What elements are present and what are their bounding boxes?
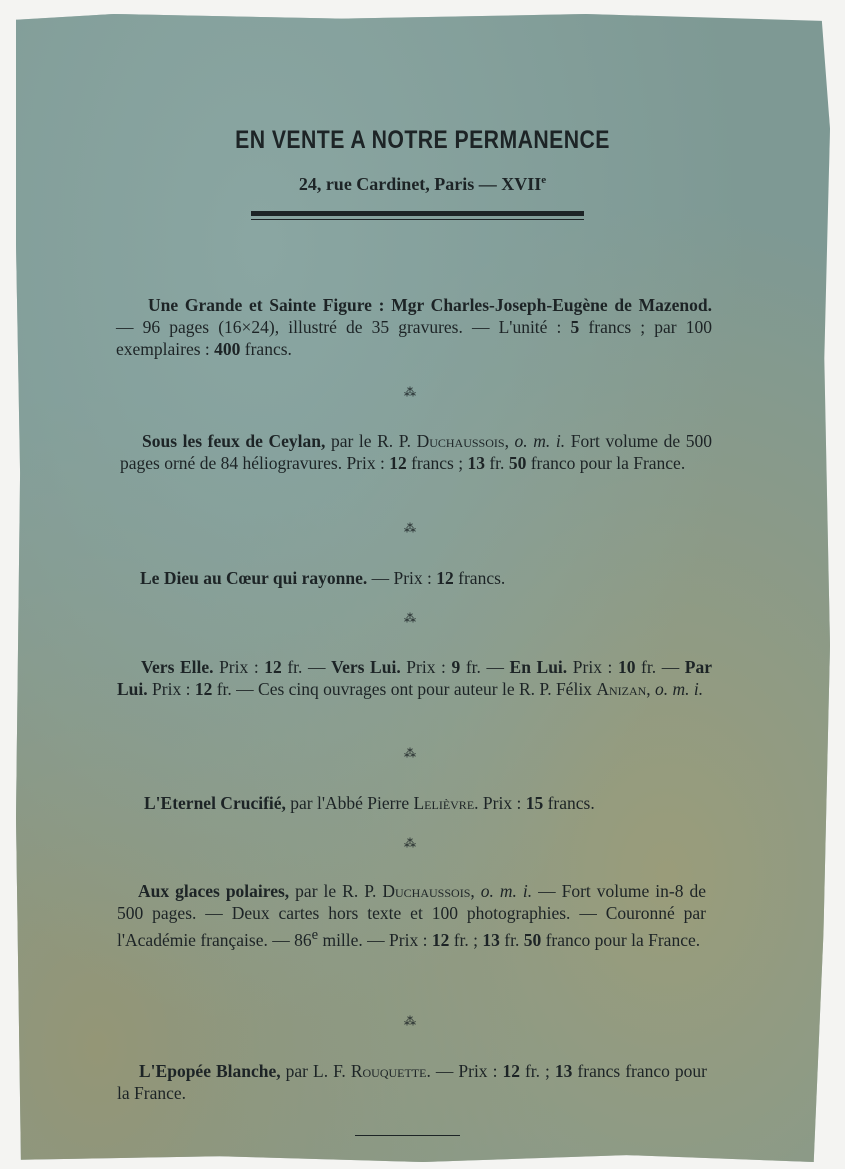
entry-text: francs. [453,568,506,588]
price-value: 12 [264,657,282,677]
asterism-separator: ⁂ [404,746,416,760]
book-title: L'Eternel Crucifié, [144,793,286,813]
price-value: 12 [194,679,213,699]
book-entry-ceylan: Sous les feux de Ceylan, par le R. P. Duchaussois, o. m. i. Fort volume de 500 pages orné de 84 héliogravures. Prix : 12 francs ; 13 fr. 50 franco pour la France. [120,431,712,473]
book-title: Une Grande et Sainte Figure : Mgr Charles-Joseph-Eugène de Mazenod. [148,295,712,315]
price-value: 5 [570,317,580,337]
address-line [0,174,845,195]
asterism-separator: ⁂ [404,385,416,399]
book-entry-vers-elle [117,656,712,700]
book-title: Le Dieu au Cœur qui rayonne. [140,568,368,588]
entry-text: , [470,881,481,901]
price-value: 15 [525,793,544,813]
entry-text: — Prix : [367,568,437,588]
entry-text: fr. ; [519,1061,555,1081]
book-title: L'Epopée Blanche, [139,1061,281,1081]
entry-text: fr. [499,929,524,950]
entry-text: fr. — [281,657,332,677]
book-title: En Lui. [509,657,568,677]
entry-text: mille. — Prix : [318,929,432,950]
entry-text: par l'Abbé Pierre [285,793,414,813]
book-entry-dieu-au-coeur [140,567,712,589]
entry-text: Prix : [400,657,452,677]
author-name: Duchaussois [382,881,471,901]
author-name: Anizan [596,679,647,699]
asterism-separator: ⁂ [404,836,416,850]
header-rule-thin [251,219,584,220]
entry-text: par L. F. [280,1061,351,1081]
entry-text: Fort volume de 500 pages orné de 84 héliogravures. Prix : [120,431,712,473]
author-name: Lelièvre [413,793,475,813]
price-value: 12 [389,453,407,473]
price-value: 13 [482,929,500,950]
book-entry-epopee-blanche [117,1060,707,1104]
price-value: 13 [467,453,485,473]
book-title: Vers Elle. [141,657,214,677]
price-value: 12 [436,568,454,588]
entry-text: franco pour la France. [526,453,686,473]
price-value: 12 [431,929,450,950]
asterism-separator: ⁂ [404,521,416,535]
address-text: 24, rue Cardinet, Paris — XVII [298,174,542,194]
price-value: 50 [523,929,542,950]
asterism-separator: ⁂ [404,611,416,625]
entry-text: . — Prix : [426,1061,503,1081]
entry-text: fr. [484,453,509,473]
entry-text: — Fort volume in-8 de 500 pages. — Deux cartes hors texte et 100 photographies. — Couronné par l'Académie française. — 86 [117,881,706,950]
entry-text: par le R. P. [325,431,417,451]
author-name: Rouquette [350,1061,427,1081]
entry-text: Prix : [213,657,265,677]
religious-order: o. m. i. [514,431,566,451]
entry-text: par le R. P. [289,881,383,901]
book-entry-glaces-polaires [117,880,706,951]
religious-order: o. m. i. [480,881,533,901]
book-title: Sous les feux de Ceylan, [142,431,326,451]
ordinal-superscript: e [311,927,319,943]
asterism-separator: ⁂ [404,1014,416,1028]
entry-text: francs. [240,339,292,359]
price-value: 10 [617,657,636,677]
entry-text: . Prix : [474,793,526,813]
price-value: 9 [451,657,461,677]
entry-text: francs ; par 100 exemplaires : [116,317,712,359]
entry-text: francs ; [406,453,468,473]
price-value: 50 [508,453,527,473]
footer-rule [355,1135,460,1136]
entry-text: franco pour la France. [541,929,701,950]
entry-text: Prix : [147,679,195,699]
page-title: EN VENTE A NOTRE PERMANENCE [235,126,610,154]
book-title: Vers Lui. [331,657,401,677]
price-value: 12 [502,1061,520,1081]
entry-text: Prix : [567,657,618,677]
price-value: 13 [554,1061,573,1081]
entry-text: , [646,679,656,699]
header-rule-thick [251,211,584,216]
entry-text: francs. [543,793,595,813]
price-value: 400 [214,339,241,359]
entry-text: fr. — Ces cinq ouvrages ont pour auteur le R. P. Félix [212,679,597,699]
book-title: Aux glaces polaires, [138,881,290,901]
address-superscript: e [541,174,547,186]
entry-text: fr. ; [449,929,483,950]
author-name: Duchaussois [416,431,505,451]
book-entry-eternel-crucifie [117,792,712,814]
book-entry-mazenod [116,294,712,360]
entry-text: — 96 pages (16×24), illustré de 35 gravures. — L'unité : [116,317,571,337]
entry-text: fr. — [460,657,510,677]
entry-text: francs franco pour la France. [117,1061,707,1103]
entry-text: fr. — [635,657,685,677]
book-title: Par Lui. [117,657,712,699]
religious-order: o. m. i. [655,679,704,699]
